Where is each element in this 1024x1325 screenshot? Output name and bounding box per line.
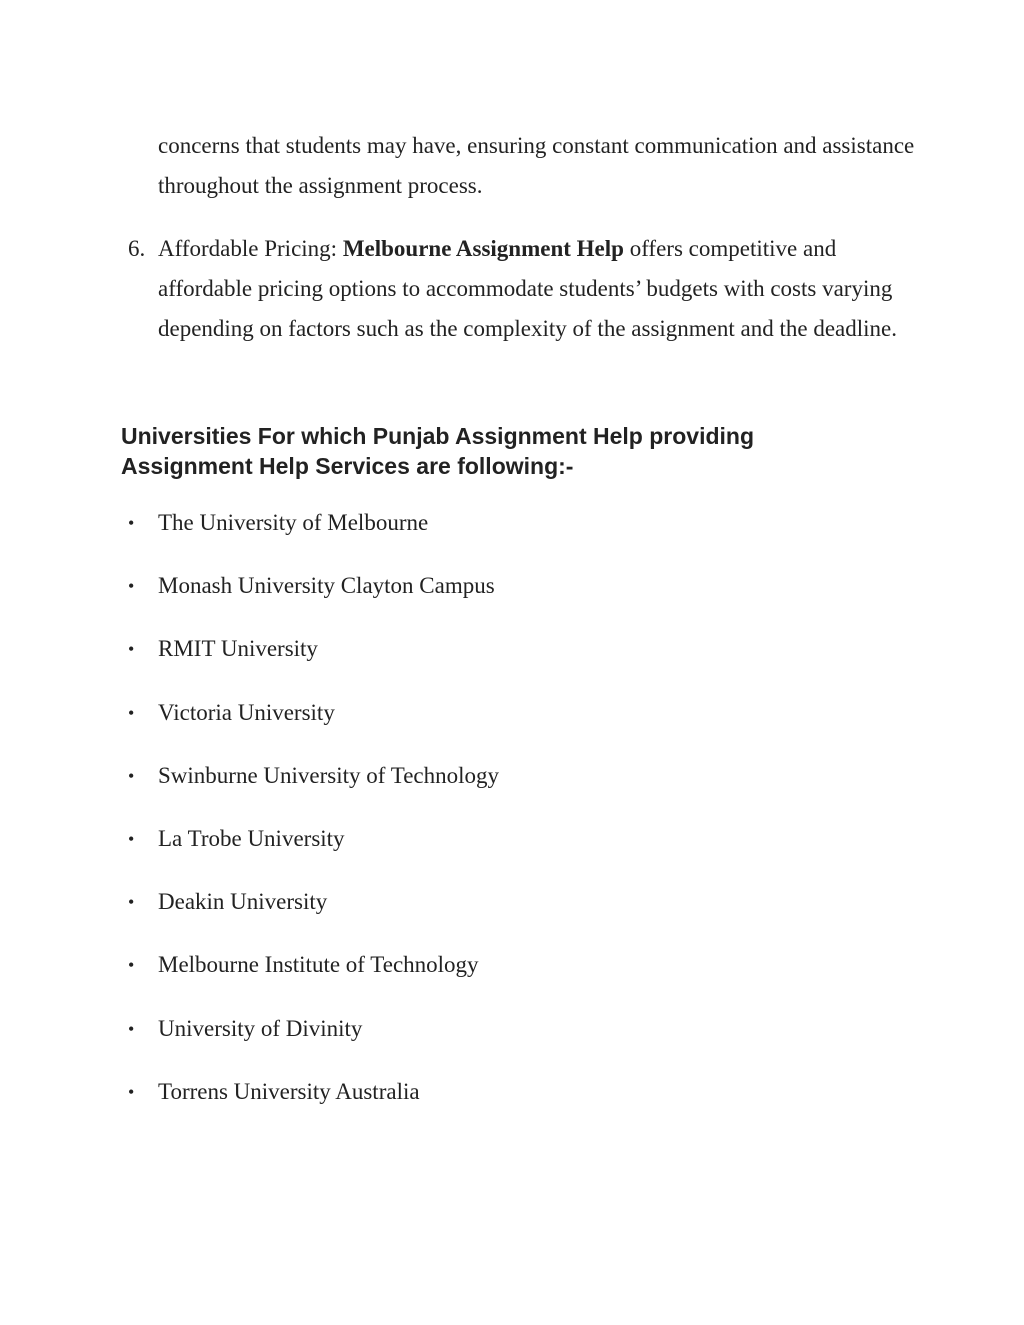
- bullet-icon: •: [128, 639, 135, 660]
- section-heading: Universities For which Punjab Assignment Help providing Assignment Help Services are following:-: [121, 423, 755, 479]
- university-name: RMIT University: [158, 636, 318, 662]
- university-name: Swinburne University of Technology: [158, 762, 500, 788]
- item-rest-text: offers competitive and affordable pricing options to accommodate students’ budgets with costs varying depending on factors such as the complexity of the assignment and the deadline.: [158, 236, 897, 341]
- university-name: The University of Melbourne: [158, 510, 429, 535]
- bullet-icon: •: [128, 1081, 135, 1102]
- university-name: Deakin University: [158, 889, 328, 915]
- bullet-icon: •: [128, 513, 135, 533]
- university-name: Torrens University Australia: [158, 1078, 420, 1104]
- bullet-icon: •: [128, 892, 135, 913]
- list-item-body: [158, 229, 898, 349]
- university-name: Victoria University: [158, 699, 335, 725]
- university-name: University of Divinity: [158, 1015, 363, 1041]
- bullet-icon: •: [128, 576, 135, 597]
- bullet-icon: •: [128, 828, 135, 849]
- university-name: Monash University Clayton Campus: [158, 573, 495, 599]
- bullet-icon: •: [128, 955, 135, 976]
- bullet-icon: •: [128, 1018, 135, 1039]
- intro-paragraph: concerns that students may have, ensuring constant communication and assistance throughout the assignment process.: [158, 133, 915, 198]
- list-number: 6.: [128, 236, 146, 261]
- bullet-icon: •: [128, 765, 135, 786]
- item-lead-text: Affordable Pricing:: [158, 236, 343, 261]
- university-name: Melbourne Institute of Technology: [158, 952, 479, 978]
- university-name: La Trobe University: [158, 825, 345, 851]
- item-bold-text: Melbourne Assignment Help: [342, 236, 624, 261]
- numbered-list-item-6: [120, 229, 920, 349]
- bullet-icon: •: [128, 702, 135, 723]
